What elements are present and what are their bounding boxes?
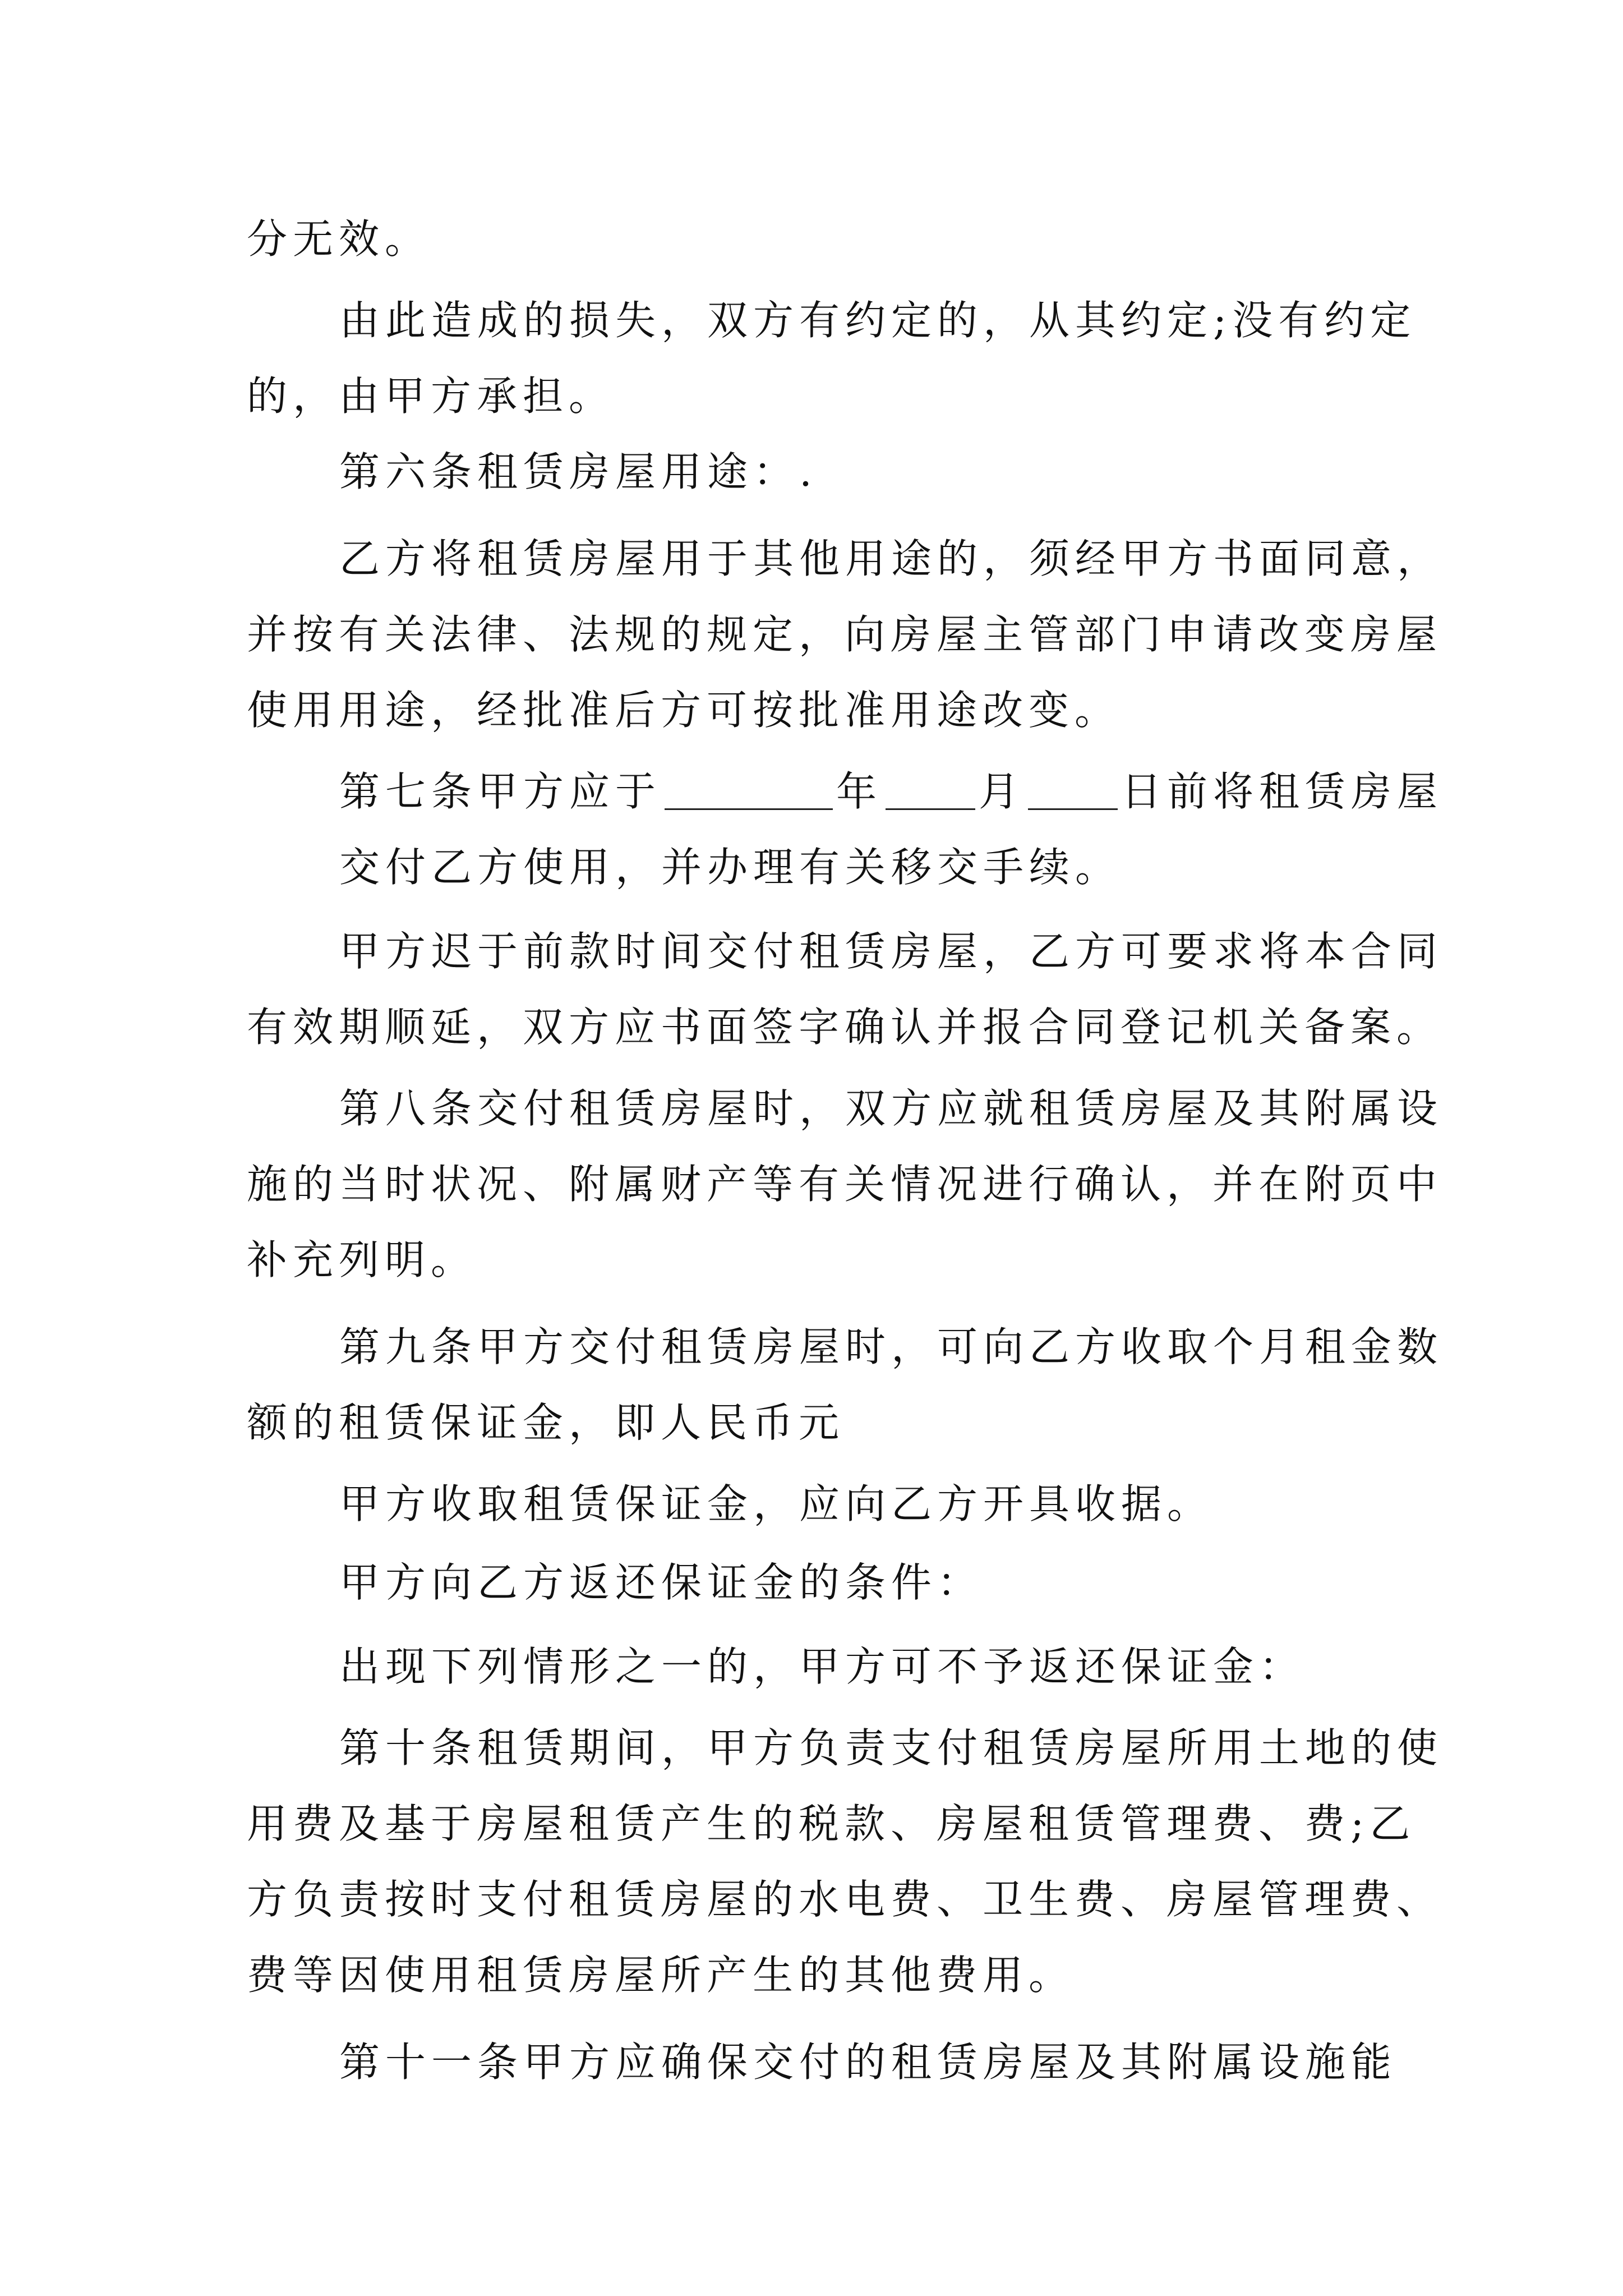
paragraph-line: 补充列明。 [247,1236,477,1283]
paragraph-line: 费等因使用租赁房屋所产生的其他费用。 [247,1952,1075,1999]
paragraph-line: 甲方收取租赁保证金，应向乙方开具收据。 [339,1480,1214,1527]
paragraph-line: 第十一条甲方应确保交付的租赁房屋及其附属设施能 [339,2039,1398,2086]
paragraph-line: 乙方将租赁房屋用于其他用途的，须经甲方书面同意， [339,535,1444,582]
day-blank [1028,775,1118,810]
paragraph-line: 并按有关法律、法规的规定，向房屋主管部门申请改变房屋 [247,611,1443,658]
month-label: 月 [979,768,1025,815]
paragraph-line: 用费及基于房屋租赁产生的税款、房屋租赁管理费、费;乙 [247,1800,1416,1847]
paragraph-line: 交付乙方使用，并办理有关移交手续。 [339,844,1122,891]
paragraph-line: 额的租赁保证金，即人民币元 [247,1399,845,1446]
paragraph-line: 第八条交付租赁房屋时，双方应就租赁房屋及其附属设 [339,1085,1444,1132]
article-7-line [339,768,1444,815]
article-7-suffix: 日前将租赁房屋 [1121,768,1444,815]
article-7-prefix: 第七条甲方应于 [339,768,662,815]
paragraph-line: 方负责按时支付租赁房屋的水电费、卫生费、房屋管理费、 [247,1876,1443,1923]
paragraph-line: 第十条租赁期间，甲方负责支付租赁房屋所用土地的使 [339,1724,1444,1772]
paragraph-line: 由此造成的损失，双方有约定的，从其约定;没有约定 [339,297,1417,344]
paragraph-line: 甲方迟于前款时间交付租赁房屋，乙方可要求将本合同 [339,928,1444,975]
paragraph-line: 分无效。 [247,215,431,263]
paragraph-line: 使用用途，经批准后方可按批准用途改变。 [247,687,1121,734]
paragraph-line: 的，由甲方承担。 [247,372,615,420]
paragraph-line: 第六条租赁房屋用途：. [339,448,818,495]
paragraph-line: 第九条甲方交付租赁房屋时，可向乙方收取个月租金数 [339,1323,1444,1370]
paragraph-line: 甲方向乙方返还保证金的条件： [339,1559,984,1606]
year-blank [665,775,833,810]
paragraph-line: 出现下列情形之一的，甲方可不予返还保证金： [339,1643,1306,1690]
paragraph-line: 有效期顺延，双方应书面签字确认并报合同登记机关备案。 [247,1004,1443,1051]
year-label: 年 [836,768,883,815]
month-blank [886,775,975,810]
paragraph-line: 施的当时状况、附属财产等有关情况进行确认，并在附页中 [247,1161,1443,1208]
